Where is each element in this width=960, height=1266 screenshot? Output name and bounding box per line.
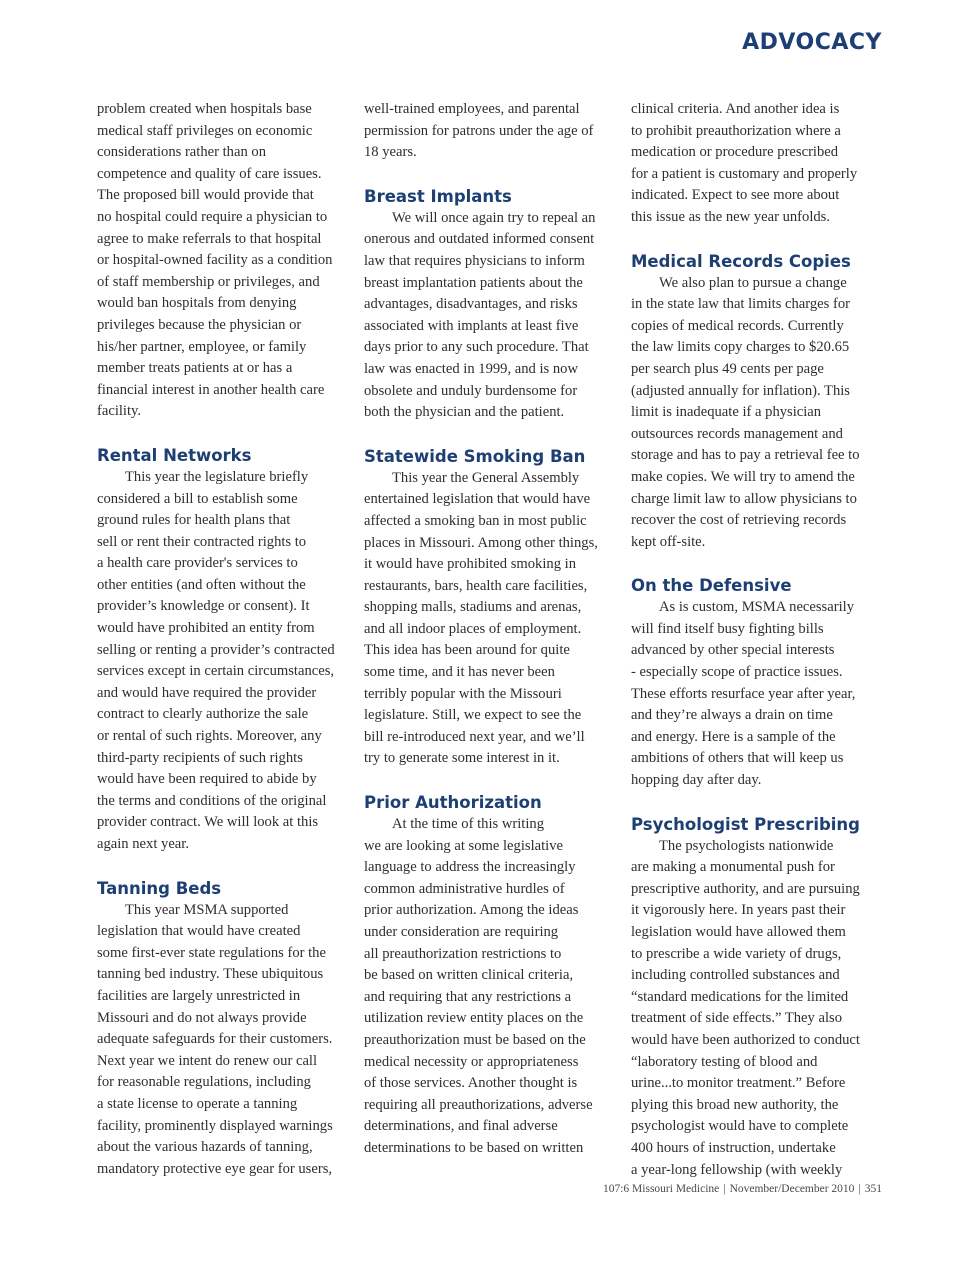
text-line: This year MSMA supported [125, 901, 289, 918]
section-label: ADVOCACY [742, 30, 882, 55]
heading-rental-networks: Rental Networks [97, 445, 252, 465]
text-line: financial interest in another health care [97, 381, 325, 398]
text-line: hopping day after day. [631, 772, 762, 789]
text-line: and they’re always a drain on time [631, 707, 833, 724]
text-line: This year the General Assembly [392, 469, 580, 486]
text-line: law was enacted in 1999, and is now [364, 360, 578, 377]
text-line: urine...to monitor treatment.” Before [631, 1075, 846, 1092]
text-line: preauthorization must be based on the [364, 1031, 586, 1048]
text-line: bill re-introduced next year, and we’ll [364, 728, 585, 745]
text-line: some time, and it has never been [364, 664, 555, 681]
text-line: days prior to any such procedure. That [364, 339, 589, 356]
text-line: common administrative hurdles of [364, 880, 565, 897]
text-line: would have prohibited an entity from [97, 620, 315, 637]
text-line: charge limit law to allow physicians to [631, 490, 857, 507]
psychologist-prescribing-paragraph [631, 836, 883, 1182]
page-footer [603, 1183, 882, 1195]
text-line: These efforts resurface year after year, [631, 685, 856, 702]
text-line: legislation would have allowed them [631, 924, 846, 940]
divider: | [723, 1183, 726, 1195]
breast-implants-paragraph [364, 208, 616, 424]
text-line: or rental of such rights. Moreover, any [97, 728, 322, 745]
text-line: contract to clearly authorize the sale [97, 706, 309, 723]
text-line: plying this broad new authority, the [631, 1096, 839, 1113]
text-line: agree to make referrals to that hospital [97, 230, 322, 247]
text-line: and would have required the provider [97, 684, 317, 701]
text-line: in the state law that limits charges for [631, 296, 850, 313]
page-number: 351 [864, 1183, 882, 1195]
text-line: medication or procedure prescribed [631, 144, 839, 161]
medical-records-paragraph [631, 273, 883, 554]
text-line: facilities are largely unrestricted in [97, 987, 301, 1004]
text-line: provider contract. We will look at this [97, 814, 319, 831]
text-line: obsolete and unduly burdensome for [364, 382, 578, 399]
text-line: selling or renting a provider’s contracted [97, 641, 335, 658]
text-line: well-trained employees, and parental [364, 101, 580, 117]
text-line: restaurants, bars, health care facilities, [364, 577, 588, 594]
text-line: it vigorously here. In years past their [631, 902, 846, 919]
text-line: advantages, disadvantages, and risks [364, 296, 578, 313]
text-line: and requiring that any restrictions a [364, 988, 572, 1005]
text-line: entertained legislation that would have [364, 491, 591, 508]
text-line: all preauthorization restrictions to [364, 945, 562, 962]
text-line: a health care provider's services to [97, 555, 298, 572]
on-the-defensive-paragraph [631, 597, 883, 791]
text-line: a state license to operate a tanning [97, 1095, 298, 1112]
column-2 [364, 99, 616, 1160]
heading-tanning-beds: Tanning Beds [97, 878, 222, 898]
text-line: 18 years. [364, 144, 417, 161]
text-line: onerous and outdated informed consent [364, 231, 595, 248]
text-line: per search plus 49 cents per page [631, 360, 824, 377]
divider: | [858, 1183, 861, 1195]
text-line: tanning bed industry. These ubiquitous [97, 966, 324, 983]
text-line: again next year. [97, 836, 189, 852]
text-line: considered a bill to establish some [97, 490, 298, 507]
text-line: facility. [97, 403, 142, 420]
heading-psychologist-prescribing: Psychologist Prescribing [631, 814, 860, 834]
text-line: kept off-site. [631, 533, 706, 550]
text-line: treatment of side effects.” They also [631, 1010, 842, 1027]
text-line: outsources records management and [631, 425, 843, 442]
text-line: for reasonable regulations, including [97, 1074, 311, 1091]
text-line: We also plan to pursue a change [659, 274, 847, 291]
text-line: psychologist would have to complete [631, 1118, 849, 1135]
heading-medical-records-copies: Medical Records Copies [631, 251, 851, 271]
text-line: of those services. Another thought is [364, 1075, 578, 1092]
text-line: member treats patients at or has a [97, 360, 293, 377]
text-line: some first-ever state regulations for the [97, 944, 326, 961]
heading-breast-implants: Breast Implants [364, 186, 512, 206]
text-line: (adjusted annually for inflation). This [631, 382, 850, 399]
text-line: would ban hospitals from denying [97, 295, 297, 312]
text-line: provider’s knowledge or consent). It [97, 598, 310, 615]
text-line: utilization review entity places on the [364, 1010, 584, 1027]
text-line: law that requires physicians to inform [364, 252, 585, 269]
smoking-ban-paragraph [364, 468, 616, 770]
text-line: requiring all preauthorizations, adverse [364, 1096, 593, 1113]
text-line: breast implantation patients about the [364, 274, 583, 291]
text-line: ambitions of others that will keep us [631, 750, 844, 767]
text-line: The psychologists nationwide [659, 837, 834, 854]
text-line: The proposed bill would provide that [97, 187, 314, 204]
heading-on-the-defensive: On the Defensive [631, 576, 792, 596]
text-line: a year-long fellowship (with weekly [631, 1161, 843, 1178]
text-line: considerations rather than on [97, 144, 266, 161]
text-line: copies of medical records. Currently [631, 317, 844, 334]
heading-statewide-smoking-ban: Statewide Smoking Ban [364, 446, 586, 466]
heading-prior-authorization: Prior Authorization [364, 793, 542, 813]
text-line: his/her partner, employee, or family [97, 338, 307, 355]
text-line: are making a monumental push for [631, 859, 835, 876]
text-line: no hospital could require a physician to [97, 208, 328, 225]
text-line: prescriptive authority, and are pursuing [631, 880, 860, 897]
text-line: “laboratory testing of blood and [631, 1053, 818, 1070]
text-line: places in Missouri. Among other things, [364, 534, 598, 551]
text-line: storage and has to pay a retrieval fee to [631, 447, 860, 464]
text-line: We will once again try to repeal an [392, 209, 596, 226]
text-line: At the time of this writing [392, 816, 545, 833]
text-line: This year the legislature briefly [125, 468, 309, 485]
text-line: language to address the increasingly [364, 859, 576, 876]
text-line: including controlled substances and [631, 967, 840, 984]
text-line: recover the cost of retrieving records [631, 512, 847, 529]
text-line: both the physician and the patient. [364, 404, 565, 421]
tanning-beds-paragraph [97, 900, 349, 1181]
text-line: limit is inadequate if a physician [631, 404, 822, 421]
text-line: privileges because the physician or [97, 316, 302, 333]
text-line: - especially scope of practice issues. [631, 664, 843, 681]
text-line: ground rules for health plans that [97, 512, 291, 529]
text-line: clinical criteria. And another idea is [631, 101, 840, 117]
text-line: be based on written clinical criteria, [364, 967, 574, 984]
text-line: legislation that would have created [97, 923, 301, 940]
text-line: 400 hours of instruction, undertake [631, 1139, 836, 1156]
text-line: we are looking at some legislative [364, 837, 563, 854]
text-line: the terms and conditions of the original [97, 792, 327, 809]
text-line: about the various hazards of tanning, [97, 1139, 313, 1156]
text-line: of staff membership or privileges, and [97, 273, 320, 290]
text-line: the law limits copy charges to $20.65 [631, 339, 850, 356]
prior-authorization-paragraph [364, 814, 616, 1160]
text-line: would have been required to abide by [97, 771, 317, 788]
text-line: terribly popular with the Missouri [364, 685, 562, 702]
text-line: services except in certain circumstances, [97, 663, 335, 680]
journal-issue: 107:6 Missouri Medicine [602, 1183, 720, 1195]
text-line: Next year we intent do renew our call [97, 1052, 318, 1069]
text-line: “standard medications for the limited [631, 988, 849, 1005]
text-line: advanced by other special interests [631, 642, 835, 659]
text-line: permission for patrons under the age of [364, 122, 594, 139]
column-1 [97, 99, 349, 1180]
text-line: for a patient is customary and properly [631, 165, 858, 182]
text-line: determinations, and final adverse [364, 1118, 558, 1135]
text-line: shopping malls, stadiums and arenas, [364, 599, 582, 616]
column-3 [631, 99, 883, 1181]
text-line: indicated. Expect to see more about [631, 187, 840, 204]
text-line: this issue as the new year unfolds. [631, 208, 831, 225]
rental-networks-paragraph [97, 467, 349, 856]
text-line: As is custom, MSMA necessarily [659, 599, 854, 616]
text-line: will find itself busy fighting bills [631, 620, 824, 637]
text-line: would have been authorized to conduct [631, 1031, 860, 1048]
text-line: associated with implants at least five [364, 317, 579, 334]
text-line: it would have prohibited smoking in [364, 556, 576, 573]
text-line: problem created when hospitals base [97, 101, 312, 117]
text-line: adequate safeguards for their customers. [97, 1031, 333, 1048]
text-line: make copies. We will try to amend the [631, 468, 855, 485]
text-line: medical necessity or appropriateness [364, 1053, 579, 1070]
text-line: to prohibit preauthorization where a [631, 122, 841, 139]
text-line: other entities (and often without the [97, 576, 306, 593]
intro-paragraph [631, 99, 883, 229]
text-line: facility, prominently displayed warnings [97, 1117, 333, 1134]
text-line: and energy. Here is a sample of the [631, 728, 836, 745]
issue-date: November/December 2010 [729, 1183, 855, 1195]
text-line: medical staff privileges on economic [97, 122, 313, 139]
text-line: mandatory protective eye gear for users, [97, 1160, 333, 1177]
text-line: and all indoor places of employment. [364, 620, 582, 637]
text-line: affected a smoking ban in most public [364, 512, 587, 529]
text-line: This idea has been around for quite [364, 642, 570, 659]
intro-paragraph [364, 99, 616, 164]
text-line: determinations to be based on written [364, 1139, 584, 1156]
text-line: to prescribe a wide variety of drugs, [631, 945, 842, 962]
text-line: or hospital-owned facility as a condition [97, 252, 333, 269]
text-line: legislature. Still, we expect to see the [364, 707, 582, 724]
text-line: third-party recipients of such rights [97, 749, 303, 766]
text-line: under consideration are requiring [364, 924, 559, 940]
text-line: prior authorization. Among the ideas [364, 902, 579, 919]
intro-paragraph [97, 99, 349, 423]
text-line: try to generate some interest in it. [364, 750, 560, 767]
text-line: competence and quality of care issues. [97, 165, 322, 182]
text-line: Missouri and do not always provide [97, 1009, 307, 1026]
text-line: sell or rent their contracted rights to [97, 533, 307, 550]
